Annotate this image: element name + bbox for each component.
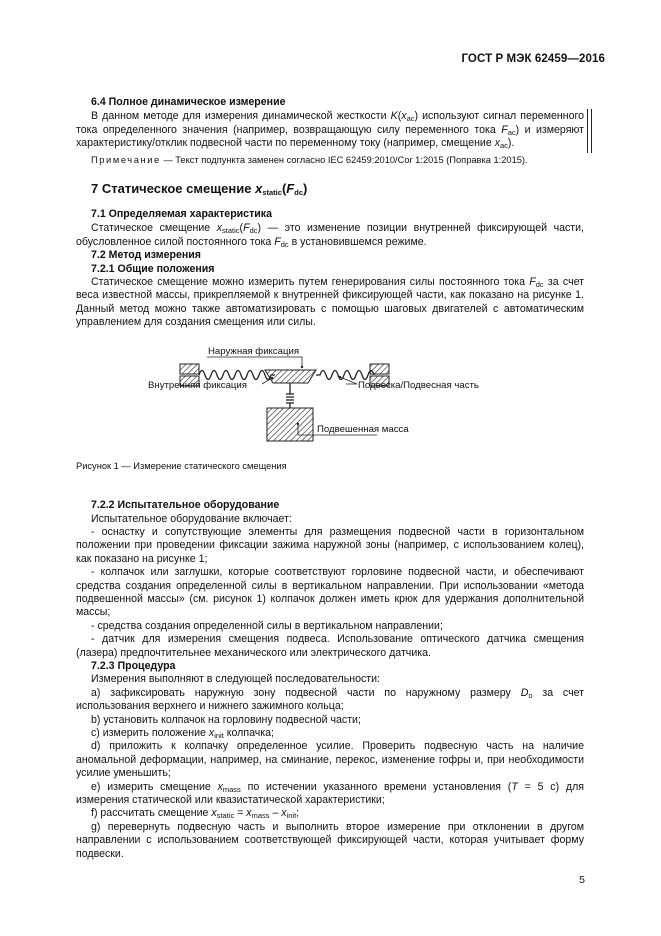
section-7-2-2-intro: Испытательное оборудование включает: [91,512,292,525]
sub-mass: mass [251,811,270,821]
symbol-x: x [211,807,217,820]
section-7-2-title: 7.2 Метод измерения [91,249,201,262]
symbol-x: x [494,137,500,150]
list-item: - датчик для измерения смещения подвеса. Использование оптического датчика смещения (лазера) предпочтительнее механического или электрического датчика. [76,633,584,659]
section-6-4-title: 6.4 Полное динамическое измерение [91,96,286,108]
text-run: по истечении указанного времени установления ( [240,780,512,793]
text-run: используют сигнал переменного тока определенного значения (например, возвращающую силу переменного тока [76,110,584,136]
hanging-mass [267,408,313,441]
symbol-d: D [520,686,529,699]
step-e [76,781,584,808]
symbol-x: x [401,110,407,123]
right-suspension [316,370,374,379]
left-clamp-top [180,364,199,374]
section-7-2-3-intro: Измерения выполняют в следующей последовательности: [91,673,381,686]
text-run: за счет веса известной массы, прикрепляемой к внутренней фиксирующей части, как показано на рисунке 1. Данный метод можно также автоматизировать с помощью шаговых двигателей с автоматическим управлением для создания смещения или силы. [76,276,584,329]
step-c [76,727,584,740]
text-run: = 5 с) для измерения статической или квазистатической характеристики; [76,780,585,807]
step-d: d) приложить к колпачку определенное усилие. Проверить подвесную часть на наличие аномальной деформации, например, на сминание, перекос, изменение гофры и, при необходимости усилие уменьшить; [76,740,584,780]
figure-1 [76,338,584,456]
section-7-title: 7 Статическое смещение $x_{static}(F_{dc})$ [91,180,308,197]
text-run: колпачка; [223,727,274,739]
note-label: Примечание [91,154,161,165]
leader-outer [207,357,302,367]
list-item: - средства создания определенной силы в вертикальном направлении; [91,619,443,632]
text-run: Статическое смещение [91,222,217,235]
figure-1-diagram [76,338,584,456]
section-7-2-1-title: 7.2.1 Общие положения [91,262,215,275]
sub-static: static [262,187,282,197]
label-suspension: Подвеска/Подвесная часть [358,379,479,391]
symbol-k: K [390,110,398,123]
change-bar [587,109,595,153]
label-outer-clamp: Наружная фиксация [208,345,300,357]
label-mass: Подвешенная масса [317,423,409,435]
symbol-f: F [243,222,250,235]
step-f: f) рассчитать смещение $x_{static} = x_{mass} - x_{init}$; [91,807,300,821]
text-run: 7 Статическое смещение [91,180,256,196]
document-header: ГОСТ Р МЭК 62459—2016 [461,53,605,65]
step-a [76,687,584,714]
section-6-4-paragraph: В данном методе для измерения динамической жесткости $K(x_{ac})$ используют сигнал переменного тока определенного значения (например, возвращающую силу переменного тока $F_{ac}$) и измеряют характеристику/отклик подвесной части по переменному току (например, смещение $x_{ac}$). [76,110,584,151]
sub-dc: dc [249,226,258,236]
leader-suspension-dot [339,375,341,377]
text-run: в установившемся режиме. [288,235,427,248]
text-run: Статическое смещение можно измерить путем генерирования силы постоянного тока [91,276,530,289]
symbol-f: F [286,180,295,196]
step-b: b) установить колпачок на горловину подвесной части; [91,713,361,726]
sub-init: init [214,731,224,740]
text-run: — это изменение позиции внутренней фиксирующей части, обусловленное силой постоянного тока [76,222,584,248]
symbol-f: F [274,235,281,248]
list-item: - оснастку и сопутствующие элементы для размещения подвесной части в горизонтальном положении при проведении фиксации зажима наружной зоны (например, с использованием колец), как показано на рисунке 1; [76,525,584,565]
sub-o: o [528,690,533,700]
step-g: g) перевернуть подвесную часть и выполнить второе измерение при отклонении в другом направлении с использованием соответствующей фиксирующей части, которая учитывает форму подвески. [76,820,584,860]
hook-coil [286,394,294,403]
leader-outer-dot [301,365,303,367]
inner-clamp [265,370,316,383]
sub-dc: dc [294,187,303,197]
sub-static: static [216,811,235,821]
note [76,154,584,166]
symbol-x: x [255,180,263,196]
page-body [76,96,584,861]
sub-mass: mass [222,784,241,794]
sub-init: init [286,811,297,821]
text-run: e) измерить смещение [91,780,218,793]
section-7-2-3-title: 7.2.3 Процедура [91,659,176,672]
label-inner-clamp: Внутренняя фиксация [148,379,247,391]
text-run: за счет использования верхнего и нижнего зажимного кольца; [76,686,585,713]
section-7-2-2-title: 7.2.2 Испытательное оборудование [91,499,280,512]
symbol-x: x [246,807,252,820]
symbol-x: x [217,780,223,793]
text-run: В данном методе для измерения динамической жесткости [91,110,391,123]
figure-1-caption: Рисунок 1 — Измерение статического смещения [76,460,287,471]
sub-ac: ac [406,114,415,124]
symbol-f: F [501,123,508,136]
sub-ac: ac [507,127,516,137]
symbol-x: x [216,222,223,235]
leader-mass-dot [297,422,299,424]
text-run: f) рассчитать смещение [91,807,212,820]
section-7-1-paragraph: Статическое смещение $x_{static}(F_{dc})$ — это изменение позиции внутренней фиксирующей части, обусловленное силой постоянного тока $F_{dc}$ в установившемся режиме. [76,222,584,249]
list-item: - колпачок или заглушки, которые соответствуют горловине подвесной части, и обеспечивают средства создания определенной силы в вертикальном направлении. При использовании «метода подвешенной массы» (см. рисунок 1) колпачок должен иметь крюк для удержания дополнительной массы; [76,566,584,619]
sub-static: static [222,226,240,236]
sub-dc: dc [280,239,289,249]
symbol-x: x [281,807,287,820]
symbol-t: T [511,780,518,793]
section-7-2-1-paragraph [76,276,584,330]
note-text: — Текст подпункта заменен согласно IEC 62459:2010/Cor 1:2015 (Поправка 1:2015). [160,154,528,165]
symbol-f: F [529,276,536,289]
leader-inner-dot [271,376,273,378]
sub-dc: dc [535,280,544,290]
text-run: a) зафиксировать наружную зону подвесной части по наружному размеру [91,686,521,699]
symbol-x: x [208,727,215,739]
text-run: c) измерить положение [91,727,209,739]
section-7-1-title: 7.1 Определяемая характеристика [91,208,272,221]
sub-ac: ac [499,141,508,151]
left-suspension [199,370,275,379]
text-run: ) и измеряют характеристику/отклик подвесной части по переменному току (например, смещение [76,123,584,150]
page-number: 5 [579,874,585,886]
